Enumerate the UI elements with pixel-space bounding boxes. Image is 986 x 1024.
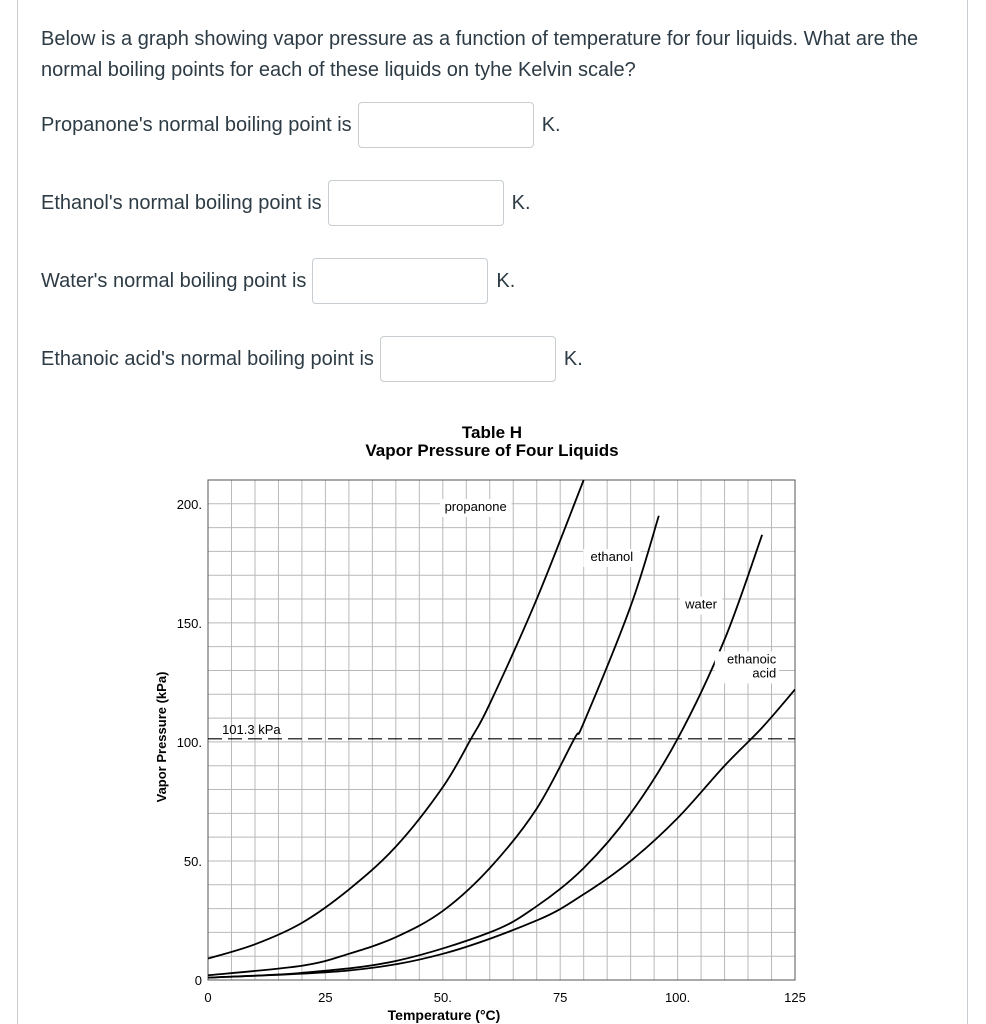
series-label-propanone — [440, 499, 512, 517]
x-tick-label: 100. — [664, 990, 691, 1005]
answer-input-propanone[interactable] — [358, 102, 534, 148]
chart-subtitle: Vapor Pressure of Four Liquids — [365, 441, 619, 460]
answer-row-propanone — [41, 100, 561, 150]
x-tick-label: 125 — [784, 990, 806, 1005]
vapor-pressure-chart — [140, 412, 840, 1024]
plot-area-frame — [208, 480, 795, 980]
y-tick-label: 0 — [194, 973, 202, 988]
y-tick-label: 50. — [183, 853, 202, 869]
answer-unit-ethanol: K. — [511, 191, 531, 214]
y-axis-label: Vapor Pressure (kPa) — [154, 671, 169, 803]
y-tick-label: 150. — [176, 615, 202, 631]
series-line-ethanoic-acid — [208, 690, 795, 978]
chart-reference-line-group — [208, 722, 795, 739]
series-label-ethanoic-acid — [715, 651, 779, 683]
y-tick-label: 200. — [176, 496, 202, 512]
answer-label-ethanol: Ethanol's normal boiling point is — [41, 191, 322, 214]
series-label-text: ethanol — [590, 548, 634, 564]
answer-unit-propanone: K. — [541, 113, 561, 136]
x-tick-label: 0 — [204, 990, 212, 1005]
question-frame-right-border — [967, 0, 968, 1024]
series-label-ethanol — [583, 549, 640, 567]
chart-series-labels — [440, 499, 779, 683]
answer-label-propanone: Propanone's normal boiling point is — [41, 113, 352, 136]
series-label-text: propanone — [444, 498, 507, 514]
answer-row-ethanoic-acid — [41, 334, 583, 384]
series-label-text: ethanoic — [727, 651, 777, 667]
answer-input-water[interactable] — [312, 258, 488, 304]
chart-curves — [208, 480, 795, 978]
y-tick-label: 100. — [176, 734, 202, 750]
x-tick-label: 25 — [318, 990, 333, 1005]
x-tick-label: 75 — [552, 990, 568, 1005]
answer-row-ethanol — [41, 178, 531, 228]
x-axis-label: Temperature (°C) — [387, 1007, 501, 1023]
answer-input-ethanoic-acid[interactable] — [380, 336, 556, 382]
chart-grid — [208, 480, 795, 980]
answer-label-ethanoic-acid: Ethanoic acid's normal boiling point is — [41, 347, 374, 370]
chart-tick-labels — [177, 497, 806, 1005]
x-tick-label: 50. — [433, 990, 452, 1005]
reference-line-label: 101.3 kPa — [222, 721, 281, 737]
question-text: Below is a graph showing vapor pressure as a function of temperature for four liquids. What are the normal boiling points for each of these liquids on tyhe Kelvin scale? — [41, 28, 919, 81]
answer-unit-ethanoic-acid: K. — [563, 347, 583, 370]
answer-row-water — [41, 256, 515, 306]
question-frame-left-border — [17, 0, 18, 1024]
series-line-water — [208, 535, 762, 978]
series-line-ethanol — [208, 516, 659, 976]
series-label-water — [680, 597, 723, 615]
answer-input-ethanol[interactable] — [328, 180, 504, 226]
series-label-text: water — [685, 596, 717, 612]
answer-label-water: Water's normal boiling point is — [41, 269, 307, 292]
answer-unit-water: K. — [496, 269, 516, 292]
series-label-text: acid — [752, 665, 777, 681]
chart-title: Table H — [461, 423, 523, 442]
